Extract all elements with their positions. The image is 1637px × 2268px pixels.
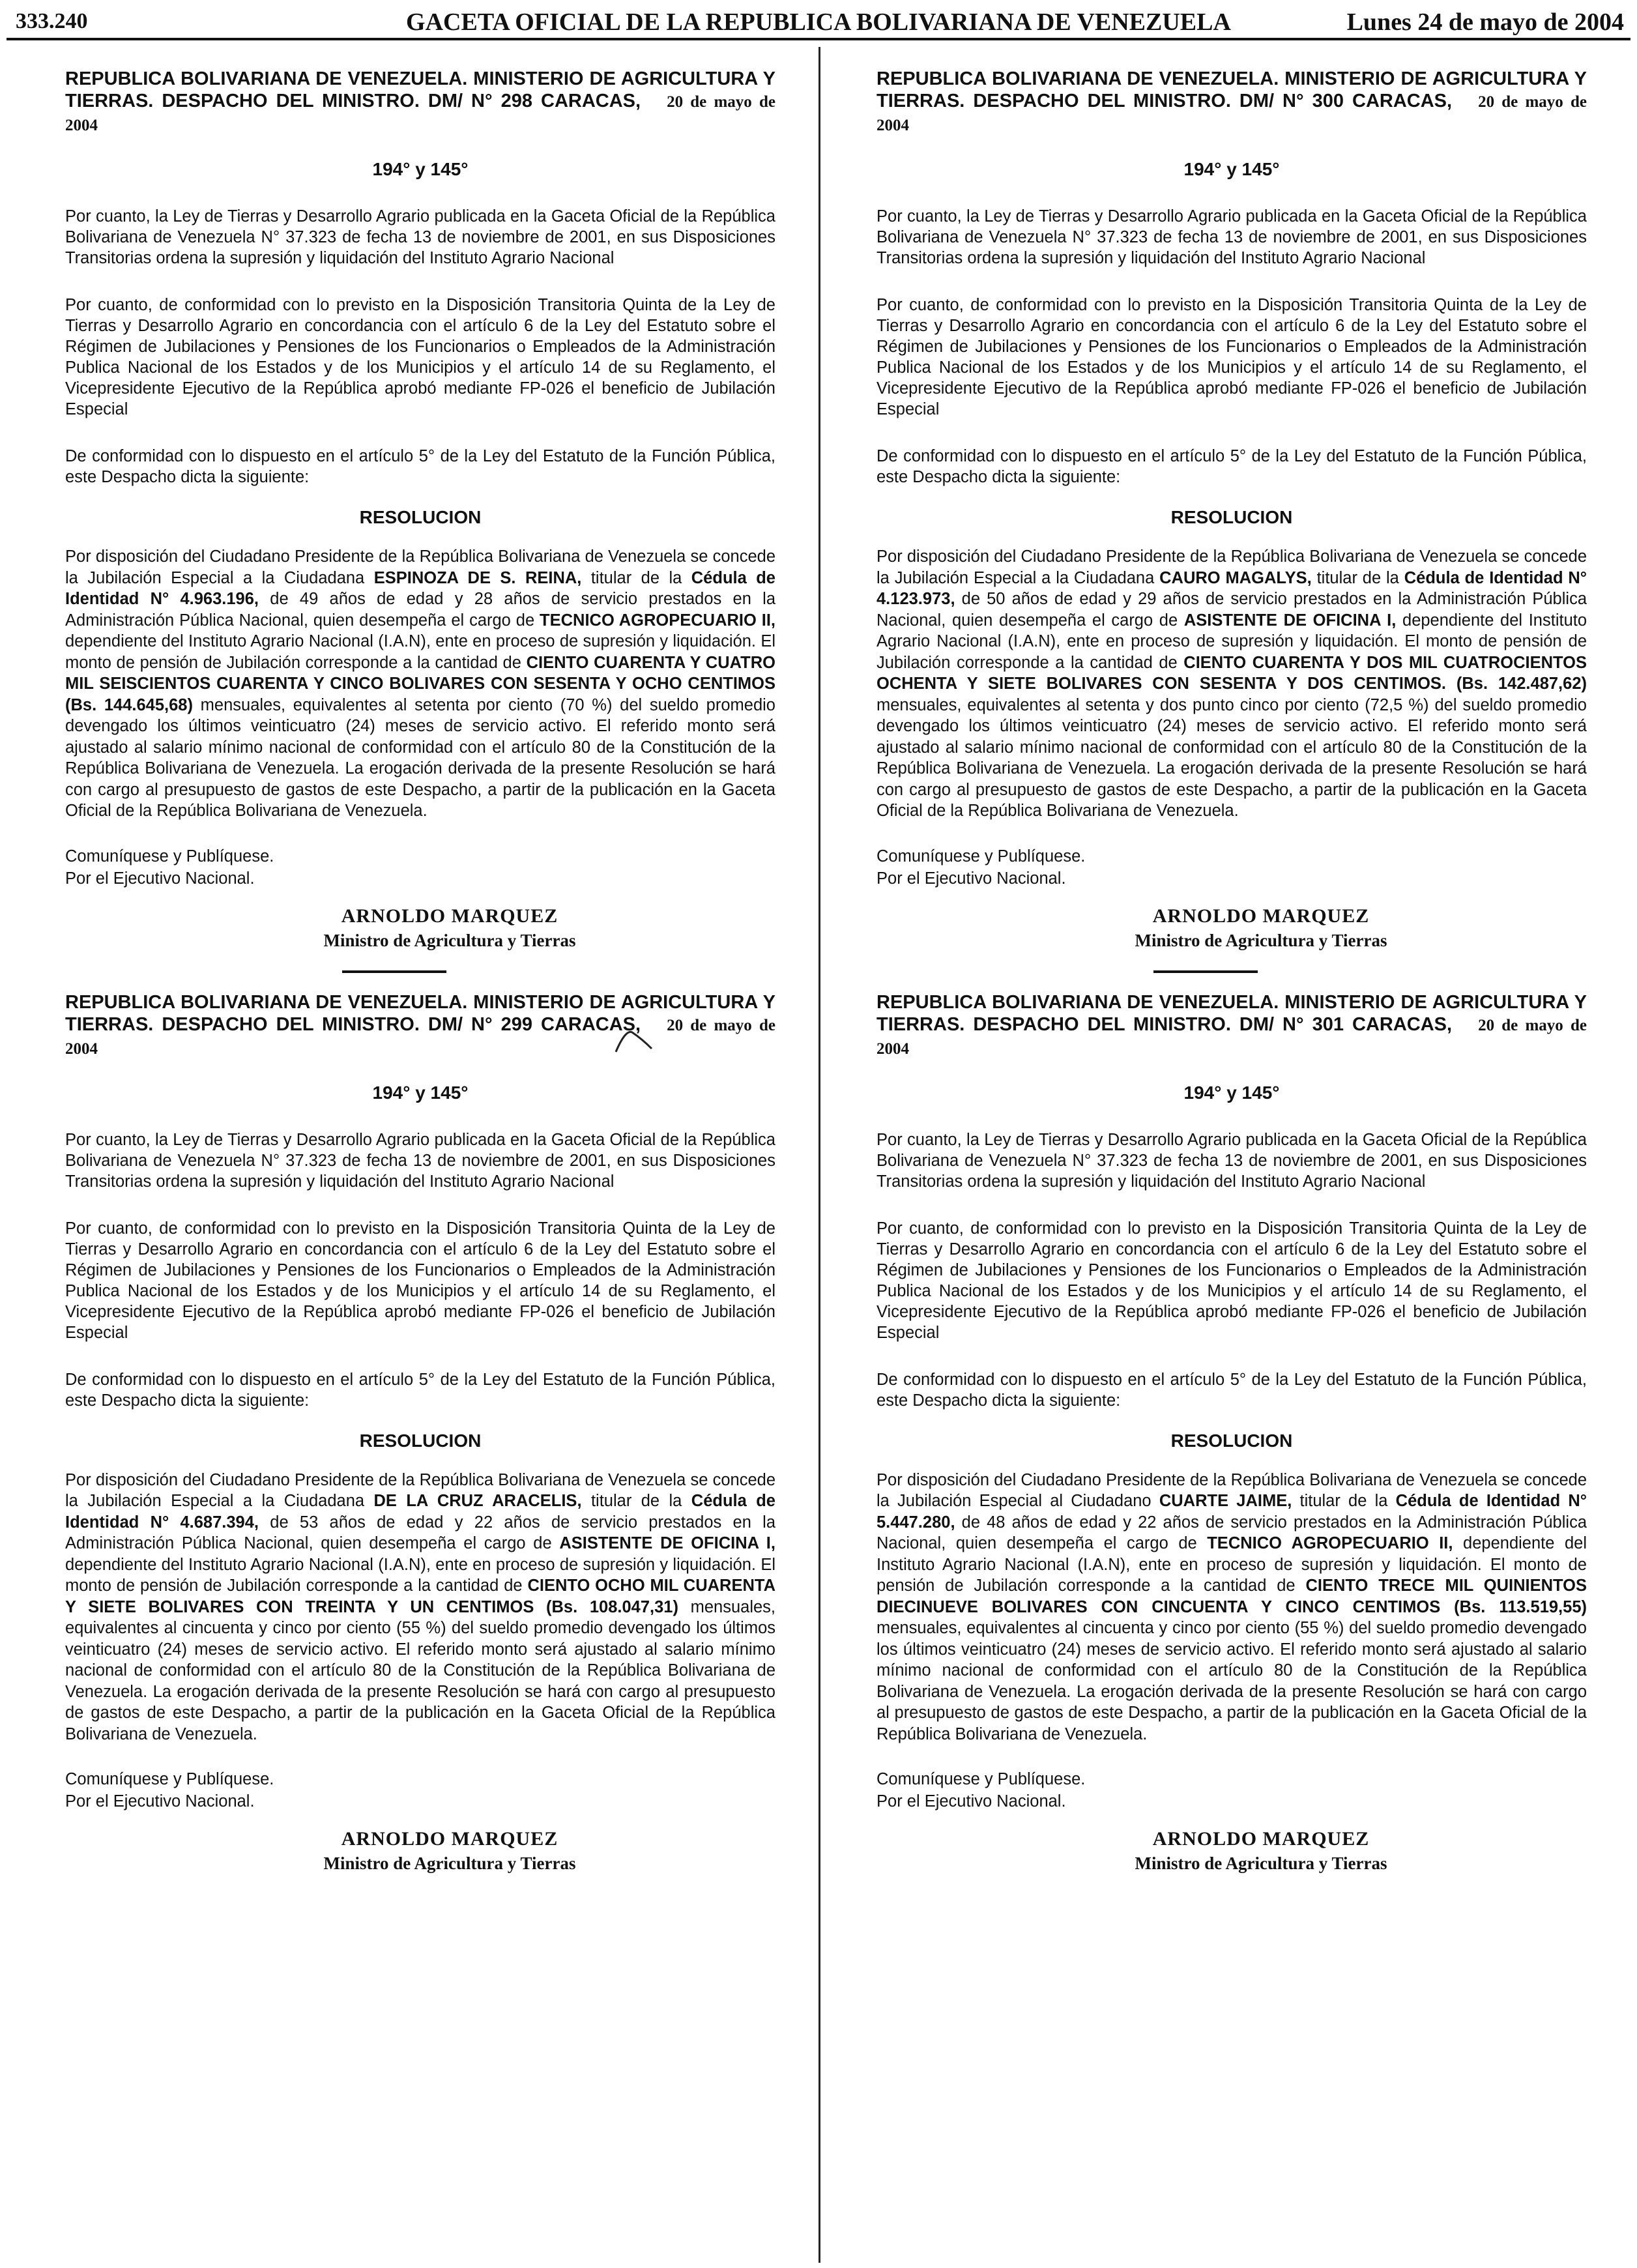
considering-paragraph: De conformidad con lo dispuesto en el artículo 5° de la Ley del Estatuto de la Función Pública, este Despacho dicta la siguiente:: [876, 447, 1587, 486]
body-text: titular de la: [590, 1492, 682, 1510]
body-text: de 50 años de edad y 29 años de servicio prestados en la Administración Pública Nacional, quien desempeña el cargo de: [876, 590, 1587, 630]
body-text: dependiente del Instituto Agrario Nacional (I.A.N), ente en proceso de supresión y liquidación. El monto de pensión de Jubilación corresponde a la cantidad de: [65, 1555, 775, 1595]
closing: [876, 1768, 1587, 1812]
resolution-date: 20 de mayo de 2004: [65, 93, 775, 134]
job-title: ASISTENTE DE OFICINA I,: [559, 1534, 775, 1552]
years-line: 194° y 145°: [372, 1082, 469, 1103]
section-separator: [342, 970, 446, 973]
closing-line: Por el Ejecutivo Nacional.: [876, 869, 1066, 888]
masthead: [0, 0, 1637, 40]
body-text: dependiente del Instituto Agrario Nacional (I.A.N), ente en proceso de supresión y liquidación. El monto de pensión de Jubilación corresponde a la cantidad de: [876, 611, 1587, 672]
resolution-heading: [876, 991, 1587, 1060]
resolution-body: [65, 546, 775, 822]
heading-text: REPUBLICA BOLIVARIANA DE VENEZUELA. MINISTERIO DE AGRICULTURA Y TIERRAS. DESPACHO DEL MINISTRO. DM/ N° 298 CARACAS,: [65, 68, 775, 111]
beneficiary-name: CUARTE JAIME,: [1159, 1492, 1292, 1510]
page-number: 333.240: [16, 9, 88, 33]
resolution-body: [65, 1470, 775, 1745]
job-title: TECNICO AGROPECUARIO II,: [540, 611, 775, 630]
resolution-body: [876, 546, 1587, 822]
resolution-date: 20 de mayo de 2004: [876, 93, 1587, 134]
closing-line: Comuníquese y Publíquese.: [65, 1770, 274, 1788]
resolution-301: [876, 991, 1587, 1876]
resolution-heading: [876, 68, 1587, 137]
beneficiary-name: CAURO MAGALYS,: [1159, 568, 1312, 587]
considering-paragraph: De conformidad con lo dispuesto en el artículo 5° de la Ley del Estatuto de la Función Pública, este Despacho dicta la siguiente:: [65, 447, 775, 486]
heading-text: REPUBLICA BOLIVARIANA DE VENEZUELA. MINISTERIO DE AGRICULTURA Y TIERRAS. DESPACHO DEL MINISTRO. DM/ N° 300 CARACAS,: [876, 68, 1587, 111]
resolution-299: [65, 991, 775, 1876]
issue-date: Lunes 24 de mayo de 2004: [1346, 8, 1624, 36]
signatory-role: Ministro de Agricultura y Tierras: [1135, 1854, 1387, 1873]
body-text: Por disposición del Ciudadano Presidente de la República Bolivariana de Venezuela se concede la Jubilación Especial a la Ciudadana: [876, 547, 1587, 587]
column-divider: [818, 47, 820, 2263]
considering-paragraph: Por cuanto, la Ley de Tierras y Desarrollo Agrario publicada en la Gaceta Oficial de la República Bolivariana de Venezuela N° 37.323 de fecha 13 de noviembre de 2001, en sus Disposiciones Transitorias ordena la supresión y liquidación del Instituto Agrario Nacional: [65, 207, 775, 267]
body-text: Por disposición del Ciudadano Presidente de la República Bolivariana de Venezuela se concede la Jubilación Especial a la Ciudadana: [65, 547, 775, 587]
signatory-role: Ministro de Agricultura y Tierras: [323, 1854, 576, 1873]
id-number: Cédula de Identidad N° 5.447.280,: [876, 1492, 1587, 1532]
pension-amount: CIENTO TRECE MIL QUINIENTOS DIECINUEVE BOLIVARES CON CINCUENTA Y CINCO CENTIMOS (Bs. 113.519,55): [876, 1577, 1587, 1616]
section-separator: [1153, 970, 1258, 973]
years-line: 194° y 145°: [372, 159, 469, 179]
job-title: ASISTENTE DE OFICINA I,: [1183, 611, 1397, 630]
signature-block: [876, 1827, 1587, 1875]
gazette-title: GACETA OFICIAL DE LA REPUBLICA BOLIVARIANA DE VENEZUELA: [406, 8, 1231, 36]
body-text: dependiente del Instituto Agrario Nacional (I.A.N), ente en proceso de supresión y liquidación. El monto de pensión de Jubilación corresponde a la cantidad de: [876, 1534, 1587, 1595]
body-text: titular de la: [590, 568, 682, 587]
body-text: mensuales, equivalentes al setenta y dos punto cinco por ciento (72,5 %) del sueldo promedio devengado los últimos veinticuatro (24) meses de servicio activo. El referido monto será ajustado al salario mínimo nacional de conformidad con el artículo 80 de la Constitución de la República Bolivariana de Venezuela. La erogación derivada de la presente Resolución se hará con cargo al presupuesto de gastos de este Despacho, a partir de la publicación en la Gaceta Oficial de la República Bolivariana de Venezuela.: [876, 695, 1587, 820]
signatory-name: ARNOLDO MARQUEZ: [1152, 905, 1370, 927]
signature-block: [876, 904, 1587, 952]
considering-paragraph: De conformidad con lo dispuesto en el artículo 5° de la Ley del Estatuto de la Función Pública, este Despacho dicta la siguiente:: [876, 1370, 1587, 1410]
body-text: de 49 años de edad y 28 años de servicio prestados en la Administración Pública Nacional, quien desempeña el cargo de: [65, 590, 776, 630]
years-line: 194° y 145°: [1183, 159, 1280, 179]
signature-block: [65, 1827, 775, 1875]
body-text: dependiente del Instituto Agrario Nacional (I.A.N), ente en proceso de supresión y liquidación. El monto de pensión de Jubilación corresponde a la cantidad de: [65, 632, 775, 672]
closing-line: Comuníquese y Publíquese.: [876, 847, 1086, 865]
body-text: Por disposición del Ciudadano Presidente de la República Bolivariana de Venezuela se concede la Jubilación Especial a la Ciudadana: [65, 1470, 775, 1510]
resolution-heading: [65, 991, 775, 1060]
header-rule: [7, 38, 1630, 40]
body-text: mensuales, equivalentes al cincuenta y cinco por ciento (55 %) del sueldo promedio devengado los últimos veinticuatro (24) meses de servicio activo. El referido monto será ajustado al salario mínimo nacional de conformidad con el artículo 80 de la Constitución de la República Bolivariana de Venezuela. La erogación derivada de la presente Resolución se hará con cargo al presupuesto de gastos de este Despacho, a partir de la publicación en la Gaceta Oficial de la República Bolivariana de Venezuela.: [876, 1619, 1587, 1743]
resolution-heading: [65, 68, 775, 137]
body-text: titular de la: [1316, 568, 1399, 587]
signatory-role: Ministro de Agricultura y Tierras: [323, 930, 576, 950]
closing: [65, 845, 775, 890]
beneficiary-name: DE LA CRUZ ARACELIS,: [373, 1492, 582, 1510]
resolution-title: RESOLUCION: [359, 1430, 482, 1451]
heading-text: REPUBLICA BOLIVARIANA DE VENEZUELA. MINISTERIO DE AGRICULTURA Y TIERRAS. DESPACHO DEL MINISTRO. DM/ N° 301 CARACAS,: [876, 991, 1587, 1035]
considering-paragraph: Por cuanto, la Ley de Tierras y Desarrollo Agrario publicada en la Gaceta Oficial de la República Bolivariana de Venezuela N° 37.323 de fecha 13 de noviembre de 2001, en sus Disposiciones Transitorias ordena la supresión y liquidación del Instituto Agrario Nacional: [876, 1130, 1587, 1191]
closing-line: Comuníquese y Publíquese.: [876, 1770, 1086, 1788]
right-column: [876, 68, 1587, 1875]
body-text: titular de la: [1299, 1492, 1388, 1510]
considering-paragraph: Por cuanto, de conformidad con lo previsto en la Disposición Transitoria Quinta de la Ley de Tierras y Desarrollo Agrario en concordancia con el artículo 6 de la Ley del Estatuto sobre el Régimen de Jubilaciones y Pensiones de los Funcionarios o Empleados de la Administración Publica Nacional de los Estados y de los Municipios y el artículo 14 de su Reglamento, el Vicepresidente Ejecutivo de la República aprobó mediante FP-026 el beneficio de Jubilación Especial: [876, 296, 1587, 418]
closing-line: Por el Ejecutivo Nacional.: [876, 1792, 1066, 1810]
pension-amount: CIENTO CUARENTA Y CUATRO MIL SEISCIENTOS CUARENTA Y CINCO BOLIVARES CON SESENTA Y OCHO CENTIMOS (Bs. 144.645,68): [65, 653, 775, 714]
id-number: Cédula de Identidad N° 4.963.196,: [65, 568, 775, 608]
heading-text: REPUBLICA BOLIVARIANA DE VENEZUELA. MINISTERIO DE AGRICULTURA Y TIERRAS. DESPACHO DEL MINISTRO. DM/ N° 299 CARACAS,: [65, 991, 775, 1035]
closing: [876, 845, 1587, 890]
considering-paragraph: Por cuanto, la Ley de Tierras y Desarrollo Agrario publicada en la Gaceta Oficial de la República Bolivariana de Venezuela N° 37.323 de fecha 13 de noviembre de 2001, en sus Disposiciones Transitorias ordena la supresión y liquidación del Instituto Agrario Nacional: [876, 207, 1587, 267]
id-number: Cédula de Identidad N° 4.123.973,: [876, 568, 1587, 608]
signatory-name: ARNOLDO MARQUEZ: [1152, 1828, 1370, 1850]
left-column: [65, 68, 775, 1875]
body-text: de 48 años de edad y 22 años de servicio prestados en la Administración Pública Nacional, quien desempeña el cargo de: [876, 1513, 1587, 1552]
id-number: Cédula de Identidad N° 4.687.394,: [65, 1492, 775, 1532]
signatory-role: Ministro de Agricultura y Tierras: [1135, 930, 1387, 950]
job-title: TECNICO AGROPECUARIO II,: [1207, 1534, 1453, 1552]
resolution-title: RESOLUCION: [1170, 1430, 1293, 1451]
closing-line: Por el Ejecutivo Nacional.: [65, 1792, 255, 1810]
signature-block: [65, 904, 775, 952]
resolution-300: [876, 68, 1587, 952]
pension-amount: CIENTO CUARENTA Y DOS MIL CUATROCIENTOS OCHENTA Y SIETE BOLIVARES CON SESENTA Y DOS CENTIMOS. (Bs. 142.487,62): [876, 653, 1587, 693]
body-text: Por disposición del Ciudadano Presidente de la República Bolivariana de Venezuela se concede la Jubilación Especial al Ciudadano: [876, 1470, 1587, 1510]
years-line: 194° y 145°: [1183, 1082, 1280, 1103]
closing-line: Comuníquese y Publíquese.: [65, 847, 274, 865]
resolution-298: [65, 68, 775, 952]
considering-paragraph: Por cuanto, de conformidad con lo previsto en la Disposición Transitoria Quinta de la Ley de Tierras y Desarrollo Agrario en concordancia con el artículo 6 de la Ley del Estatuto sobre el Régimen de Jubilaciones y Pensiones de los Funcionarios o Empleados de la Administración Publica Nacional de los Estados y de los Municipios y el artículo 14 de su Reglamento, el Vicepresidente Ejecutivo de la República aprobó mediante FP-026 el beneficio de Jubilación Especial: [65, 1219, 775, 1342]
closing-line: Por el Ejecutivo Nacional.: [65, 869, 255, 888]
resolution-title: RESOLUCION: [359, 507, 482, 527]
resolution-title: RESOLUCION: [1170, 507, 1293, 527]
beneficiary-name: ESPINOZA DE S. REINA,: [373, 568, 582, 587]
considering-paragraph: Por cuanto, de conformidad con lo previsto en la Disposición Transitoria Quinta de la Ley de Tierras y Desarrollo Agrario en concordancia con el artículo 6 de la Ley del Estatuto sobre el Régimen de Jubilaciones y Pensiones de los Funcionarios o Empleados de la Administración Publica Nacional de los Estados y de los Municipios y el artículo 14 de su Reglamento, el Vicepresidente Ejecutivo de la República aprobó mediante FP-026 el beneficio de Jubilación Especial: [876, 1219, 1587, 1342]
resolution-date: 20 de mayo de 2004: [876, 1016, 1587, 1058]
signatory-name: ARNOLDO MARQUEZ: [341, 1828, 558, 1850]
pension-amount: CIENTO OCHO MIL CUARENTA Y SIETE BOLIVARES CON TREINTA Y UN CENTIMOS (Bs. 108.047,31): [65, 1577, 775, 1616]
body-text: de 53 años de edad y 22 años de servicio prestados en la Administración Pública Nacional, quien desempeña el cargo de: [65, 1513, 776, 1552]
body-text: mensuales, equivalentes al cincuenta y cinco por ciento (55 %) del sueldo promedio devengado los últimos veinticuatro (24) meses de servicio activo. El referido monto será ajustado al salario mínimo nacional de conformidad con el artículo 80 de la Constitución de la República Bolivariana de Venezuela. La erogación derivada de la presente Resolución se hará con cargo al presupuesto de gastos de este Despacho, a partir de la publicación en la Gaceta Oficial de la República Bolivariana de Venezuela.: [65, 1597, 775, 1743]
signatory-name: ARNOLDO MARQUEZ: [341, 905, 558, 927]
considering-paragraph: De conformidad con lo dispuesto en el artículo 5° de la Ley del Estatuto de la Función Pública, este Despacho dicta la siguiente:: [65, 1370, 775, 1410]
closing: [65, 1768, 775, 1812]
body-text: mensuales, equivalentes al setenta por ciento (70 %) del sueldo promedio devengado los últimos veinticuatro (24) meses de servicio activo. El referido monto será ajustado al salario mínimo nacional de conformidad con el artículo 80 de la Constitución de la República Bolivariana de Venezuela. La erogación derivada de la presente Resolución se hará con cargo al presupuesto de gastos de este Despacho, a partir de la publicación en la Gaceta Oficial de la República Bolivariana de Venezuela.: [65, 695, 775, 820]
considering-paragraph: Por cuanto, de conformidad con lo previsto en la Disposición Transitoria Quinta de la Ley de Tierras y Desarrollo Agrario en concordancia con el artículo 6 de la Ley del Estatuto sobre el Régimen de Jubilaciones y Pensiones de los Funcionarios o Empleados de la Administración Publica Nacional de los Estados y de los Municipios y el artículo 14 de su Reglamento, el Vicepresidente Ejecutivo de la República aprobó mediante FP-026 el beneficio de Jubilación Especial: [65, 296, 775, 418]
resolution-body: [876, 1470, 1587, 1745]
resolution-date: 20 de mayo de 2004: [65, 1016, 775, 1058]
considering-paragraph: Por cuanto, la Ley de Tierras y Desarrollo Agrario publicada en la Gaceta Oficial de la República Bolivariana de Venezuela N° 37.323 de fecha 13 de noviembre de 2001, en sus Disposiciones Transitorias ordena la supresión y liquidación del Instituto Agrario Nacional: [65, 1130, 775, 1191]
